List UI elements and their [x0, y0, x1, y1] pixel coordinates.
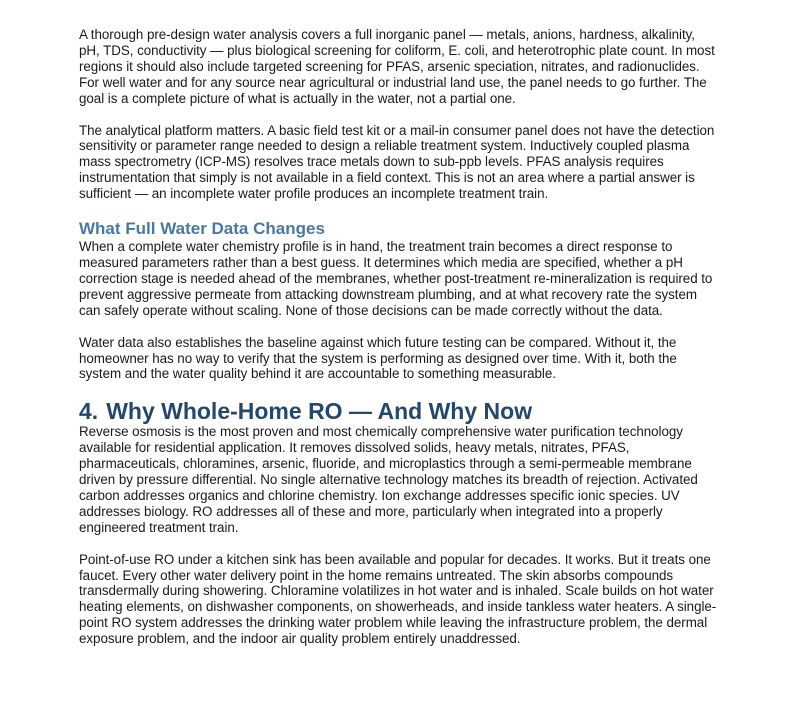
paragraph-analytical-platform: The analytical platform matters. A basic field test kit or a mail-in consumer panel does not have the detection sensitivity or parameter range needed to design a reliable treatment system. Inductively coupled plasma mass spectrometry (ICP-MS) resolves trace metals down to sub-ppb levels. PFAS analysis requires instrumentation that simply is not available in a field context. This is not an area where a partial answer is sufficient — an incomplete water profile produces an incomplete treatment train. [79, 122, 715, 202]
paragraph-water-analysis-panel: A thorough pre-design water analysis covers a full inorganic panel — metals, anions, hardness, alkalinity, pH, TDS, conductivity — plus biological screening for coliform, E. coli, and heterotrophic plate count. In most regions it should also include targeted screening for PFAS, arsenic speciation, nitrates, and radionuclides. For well water and for any source near agricultural or industrial land use, the panel needs to go further. The goal is a complete picture of what is actually in the water, not a partial one. [79, 27, 715, 106]
document-page [79, 27, 719, 647]
section-heading [79, 398, 719, 424]
paragraph-point-of-use: Point-of-use RO under a kitchen sink has been available and popular for decades. It works. But it treats one faucet. Every other water delivery point in the home remains untreated. The skin absorbs compounds transdermally during showering. Chloramine volatilizes in hot water and is inhaled. Scale builds on hot water heating elements, on dishwasher components, on showerheads, and inside tankless water heaters. A single-point RO system addresses the drinking water problem while leaving the infrastructure problem, the dermal exposure problem, and the indoor air quality problem entirely unaddressed. [79, 551, 717, 647]
section-number: 4. [79, 398, 99, 425]
section-title: Why Whole-Home RO — And Why Now [106, 398, 533, 425]
subsection-heading: What Full Water Data Changes [79, 219, 325, 239]
paragraph-treatment-train: When a complete water chemistry profile is in hand, the treatment train becomes a direct response to measured parameters rather than a best guess. It determines which media are specified, whether a pH correction stage is needed ahead of the membranes, whether post-treatment re-mineralization is required to prevent aggressive permeate from attacking downstream plumbing, and at what recovery rate the system can safely operate without scaling. None of those decisions can be made correctly without the data. [79, 239, 713, 318]
paragraph-baseline: Water data also establishes the baseline against which future testing can be compared. Without it, the homeowner has no way to verify that the system is performing as designed over time. With it, both the system and the water quality behind it are accountable to something measurable. [79, 334, 677, 382]
paragraph-reverse-osmosis: Reverse osmosis is the most proven and most chemically comprehensive water purification technology available for residential application. It removes dissolved solids, heavy metals, nitrates, PFAS, pharmaceuticals, chloramines, arsenic, fluoride, and microplastics through a semi-permeable membrane driven by pressure differential. No single alternative technology matches its breadth of rejection. Activated carbon addresses organics and chlorine chemistry. Ion exchange addresses specific ionic species. UV addresses biology. RO addresses all of these and more, particularly when integrated into a properly engineered treatment train. [79, 424, 698, 535]
